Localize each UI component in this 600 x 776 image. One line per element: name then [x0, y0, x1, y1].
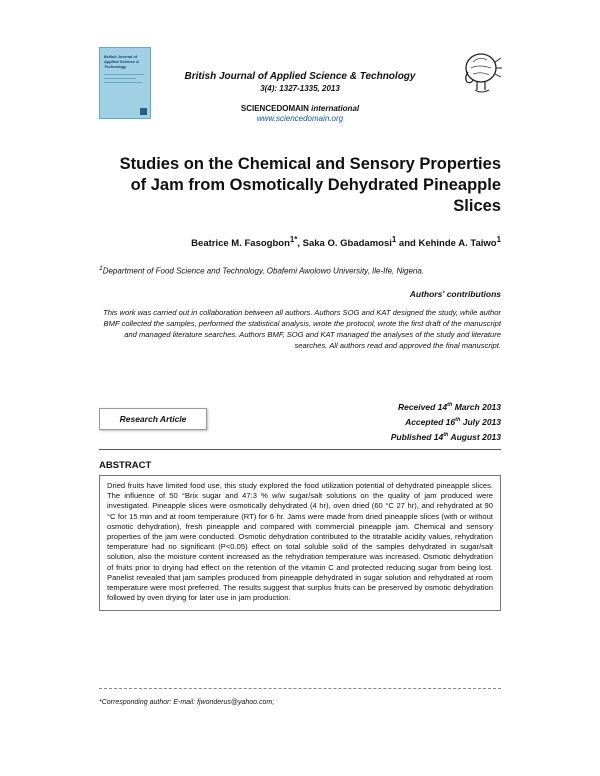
article-type-badge: Research Article — [99, 408, 207, 430]
author-separator: and — [396, 238, 419, 250]
received-rest: March 2013 — [452, 401, 501, 412]
journal-volume: 3(4): 1327-1335, 2013 — [260, 84, 340, 93]
author-list — [81, 235, 501, 249]
received-date — [391, 399, 501, 414]
cover-title: British Journal of Applied Science & Technology — [104, 54, 139, 69]
journal-info — [160, 70, 440, 124]
author-affiliation-mark: 1* — [289, 235, 298, 244]
author-affiliation-mark: 1 — [391, 235, 397, 244]
published-rest: August 2013 — [448, 431, 501, 442]
author-name: Beatrice M. Fasogbon — [191, 238, 290, 250]
publication-dates — [391, 399, 501, 443]
publisher-name: SCIENCEDOMAIN — [240, 104, 309, 113]
author-separator: , — [297, 238, 303, 250]
published-date — [391, 429, 501, 444]
abstract-text: Dried fruits have limited food use, this study explored the food utilization potential of dehydrated pineapple slices. The influence of 50 °Brix sugar and 47:3 % w/w sugar/salt solutions on the quality of jam produced were investigated. Pineapple slices were osmotically dehydrated (4 hr), oven dried (60 °C 27 hr), and rehydrated at 90 °C for 15 min and at room temperature (RT) for 6 hr. Jams were made from dried pineapple slices (with or without osmotic dehydration), fresh pineapple and compared with commercial pineapple jam. Chemical and sensory properties of the jam were conducted. Osmotic dehydration contributed to the titratable acidity values, rehydration temperature had no significant (P<0.05) effect on total soluble solid of the samples dehydrated in sugar/salt solution, also the moisture content increased as the rehydration temperature was increased. Osmotic dehydration of fruits prior to drying had effect on the retention of the vitamin C and protected reducing sugar from being lost. Panelist revealed that jam samples produced from pineapple dehydrated in sugar solution and rehydrated at room temperature were most preferred. The results suggest that surplus fruits can be preserved by osmotic dehydration followed by oven drying for later use in jam production. — [99, 475, 501, 611]
author-name: Saka O. Gbadamosi — [302, 238, 392, 250]
footnote-divider — [99, 688, 501, 689]
affiliation-mark: 1 — [99, 265, 103, 272]
corresponding-author-footnote: *Corresponding author: E-mail: fjwonderus@yahoo.com; — [99, 699, 275, 706]
journal-cover-thumbnail — [99, 47, 151, 119]
cover-divider — [104, 82, 142, 83]
accepted-rest: July 2013 — [460, 416, 501, 427]
contributions-heading: Authors' contributions — [409, 289, 501, 299]
affiliation — [99, 265, 519, 276]
received-label: Received 14 — [397, 401, 448, 412]
section-divider — [99, 449, 501, 450]
publisher-website[interactable]: www.sciencedomain.org — [256, 114, 344, 123]
cover-divider — [104, 78, 136, 79]
affiliation-text: Department of Food Science and Technology, Obafemi Awolowo University, Ile-Ife, Nigeria. — [102, 266, 425, 276]
publisher-suffix: international — [308, 104, 360, 113]
accepted-label: Accepted 16 — [405, 416, 456, 427]
publisher — [160, 103, 440, 114]
author-affiliation-mark: 1 — [496, 235, 501, 244]
cover-divider — [104, 74, 144, 75]
published-label: Published 14 — [390, 431, 444, 442]
ordinal-suffix: th — [455, 416, 461, 423]
contributions-text: This work was carried out in collaboration between all authors. Authors SOG and KAT designed the study, while author BMF collected the samples, performed the statistical analysis, wrote the protocol, wrote the first draft of the manuscript and managed literature searches. Authors BMF, SOG and KAT managed the analyses of the study and literature searches. All authors read and approved the final manuscript. — [103, 308, 501, 350]
abstract-heading: ABSTRACT — [99, 460, 152, 471]
journal-name: British Journal of Applied Science & Technology — [184, 71, 416, 82]
paper-title: Studies on the Chemical and Sensory Properties of Jam from Osmotically Dehydrated Pineapple Slices — [119, 155, 501, 215]
cover-badge — [140, 108, 147, 115]
ordinal-suffix: th — [443, 431, 449, 438]
ordinal-suffix: th — [447, 402, 453, 408]
author-name: Kehinde A. Taiwo — [418, 238, 497, 250]
accepted-date — [391, 414, 501, 429]
publisher-logo-icon — [455, 48, 505, 96]
